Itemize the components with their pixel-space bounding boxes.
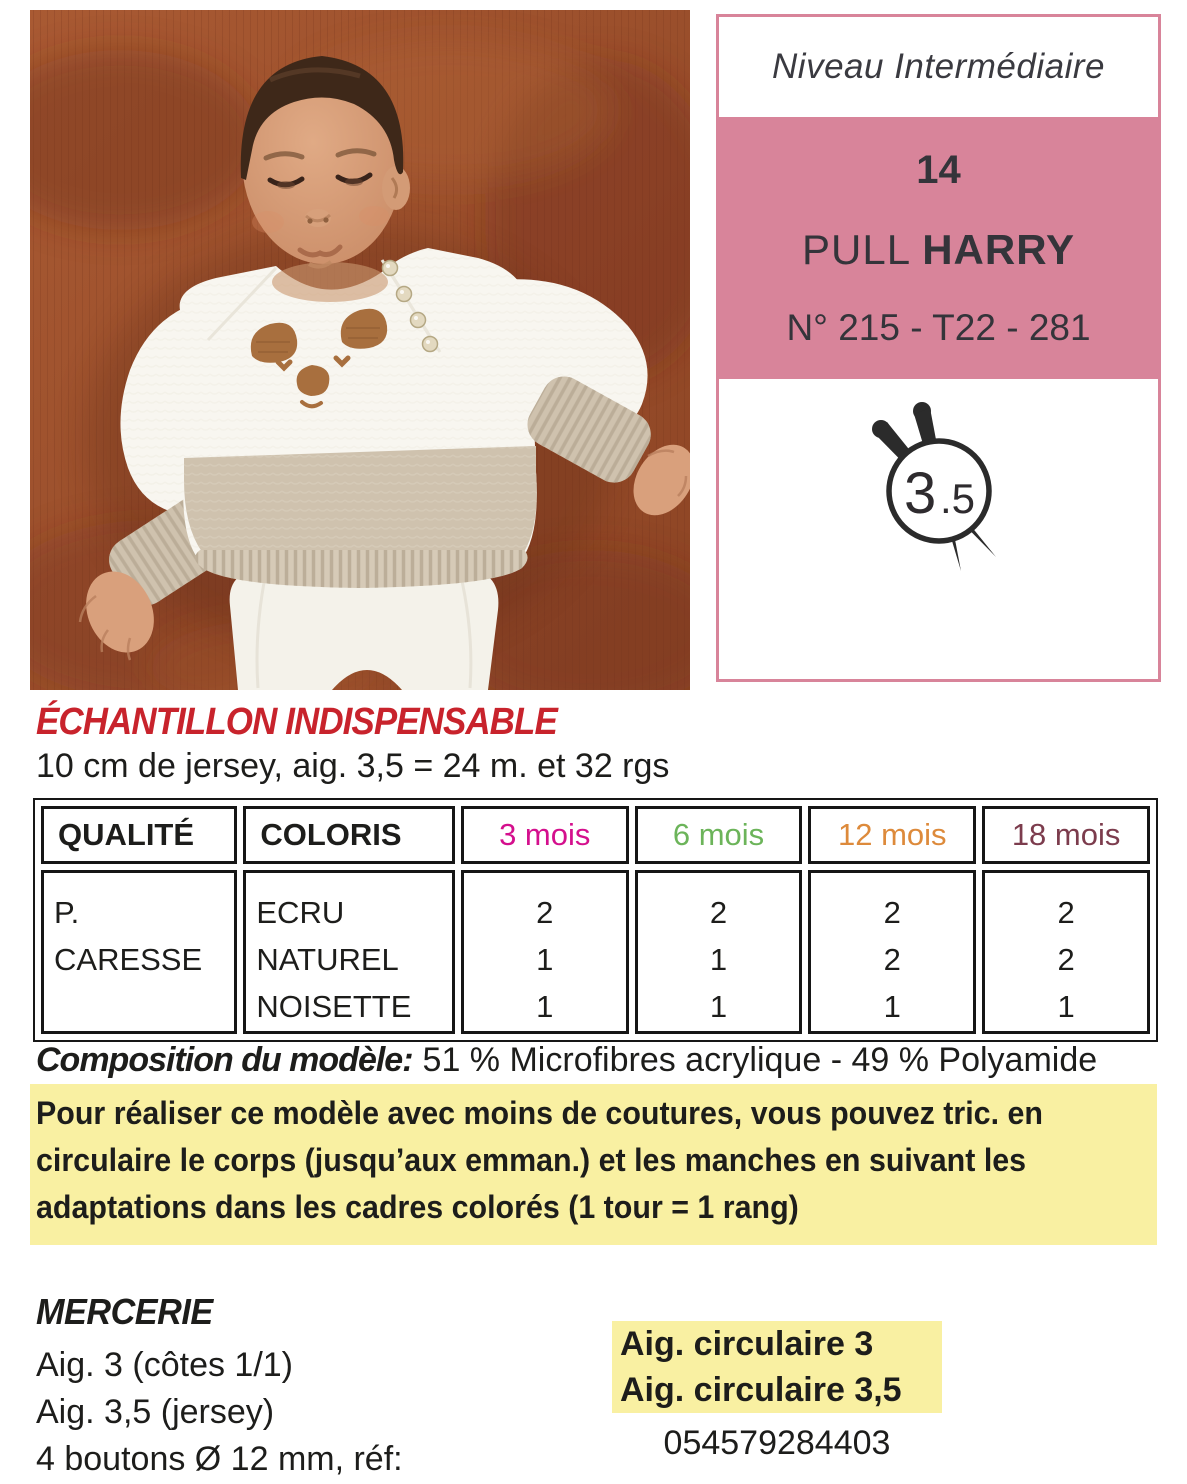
note-line-3: adaptations dans les cadres colorés (1 tour = 1 rang) (36, 1189, 799, 1225)
composition-line (36, 1041, 1097, 1080)
col-header-3-mois: 3 mois (461, 806, 629, 864)
pattern-title-name: HARRY (922, 225, 1075, 273)
pattern-number: 14 (916, 147, 961, 192)
button-reference-number: 054579284403 (663, 1424, 891, 1462)
col-header-coloris: COLORIS (243, 806, 454, 864)
qty-12-mois-cell (808, 870, 976, 1034)
composition-label: Composition du modèle: (36, 1041, 413, 1079)
qty-value: 2 (709, 895, 728, 930)
qty-6-mois-cell (635, 870, 803, 1034)
table-body-row (41, 870, 1150, 1034)
qty-value: 2 (1057, 942, 1075, 977)
circular-note-text (36, 1090, 1101, 1231)
coloris-noisette: NOISETTE (256, 989, 412, 1024)
qty-18-mois-cell (982, 870, 1150, 1034)
mercerie-item-1: Aig. 3 (côtes 1/1) (36, 1346, 294, 1384)
quality-value: P. CARESSE (54, 895, 203, 977)
composition-value: 51 % Microfibres acrylique - 49 % Polyamide (422, 1041, 1098, 1079)
pattern-info-box (716, 14, 1161, 682)
circular-needle-1: Aig. circulaire 3 (612, 1321, 942, 1367)
table-header-row (41, 806, 1150, 864)
needle-size-wrap (719, 379, 1158, 574)
note-line-1: Pour réaliser ce modèle avec moins de coutures, vous pouvez tric. en (36, 1095, 1043, 1131)
coloris-naturel: NATUREL (256, 942, 399, 977)
qty-3-mois-cell (461, 870, 629, 1034)
pattern-title (802, 226, 1075, 274)
circular-note (30, 1084, 1157, 1245)
needle-size-main: 3 (903, 461, 936, 526)
pattern-reference: N° 215 - T22 - 281 (786, 306, 1091, 348)
level-header (719, 17, 1158, 117)
qty-value: 2 (536, 895, 554, 930)
mercerie-item-2: Aig. 3,5 (jersey) (36, 1393, 275, 1431)
col-header-18-mois: 18 mois (982, 806, 1150, 864)
qty-value: 1 (1057, 989, 1075, 1024)
pattern-title-prefix: PULL (802, 225, 910, 273)
qty-value: 1 (709, 989, 728, 1024)
coloris-cell (243, 870, 454, 1034)
note-line-2: circulaire le corps (jusqu’aux emman.) et les manches en suivant les (36, 1142, 1027, 1178)
qty-value: 1 (536, 989, 554, 1024)
qty-value: 2 (883, 942, 901, 977)
gauge-heading: ÉCHANTILLON INDISPENSABLE (36, 701, 557, 743)
mercerie-item-3: 4 boutons Ø 12 mm, réf: (36, 1440, 403, 1478)
circular-needle-2: Aig. circulaire 3,5 (612, 1367, 942, 1413)
qty-value: 2 (1057, 895, 1075, 930)
level-label: Niveau Intermédiaire (772, 47, 1105, 86)
gauge-line: 10 cm de jersey, aig. 3,5 = 24 m. et 32 rgs (36, 747, 670, 785)
mercerie-section (36, 1291, 403, 1483)
title-band (719, 117, 1158, 379)
mercerie-items (36, 1342, 403, 1483)
baby-photo (30, 10, 690, 690)
yarn-quantity-table (33, 798, 1158, 1042)
qty-value: 2 (883, 895, 901, 930)
needle-size-icon (844, 389, 1034, 574)
needle-size-decimal: .5 (939, 475, 975, 522)
qty-value: 1 (883, 989, 901, 1024)
quality-cell (41, 870, 237, 1034)
coloris-ecru: ECRU (256, 895, 345, 930)
circular-needles-column (612, 1321, 952, 1463)
qty-value: 1 (709, 942, 728, 977)
col-header-qualite: QUALITÉ (41, 806, 237, 864)
col-header-12-mois: 12 mois (808, 806, 976, 864)
col-header-6-mois: 6 mois (635, 806, 803, 864)
qty-value: 1 (536, 942, 554, 977)
mercerie-heading: MERCERIE (36, 1291, 213, 1332)
